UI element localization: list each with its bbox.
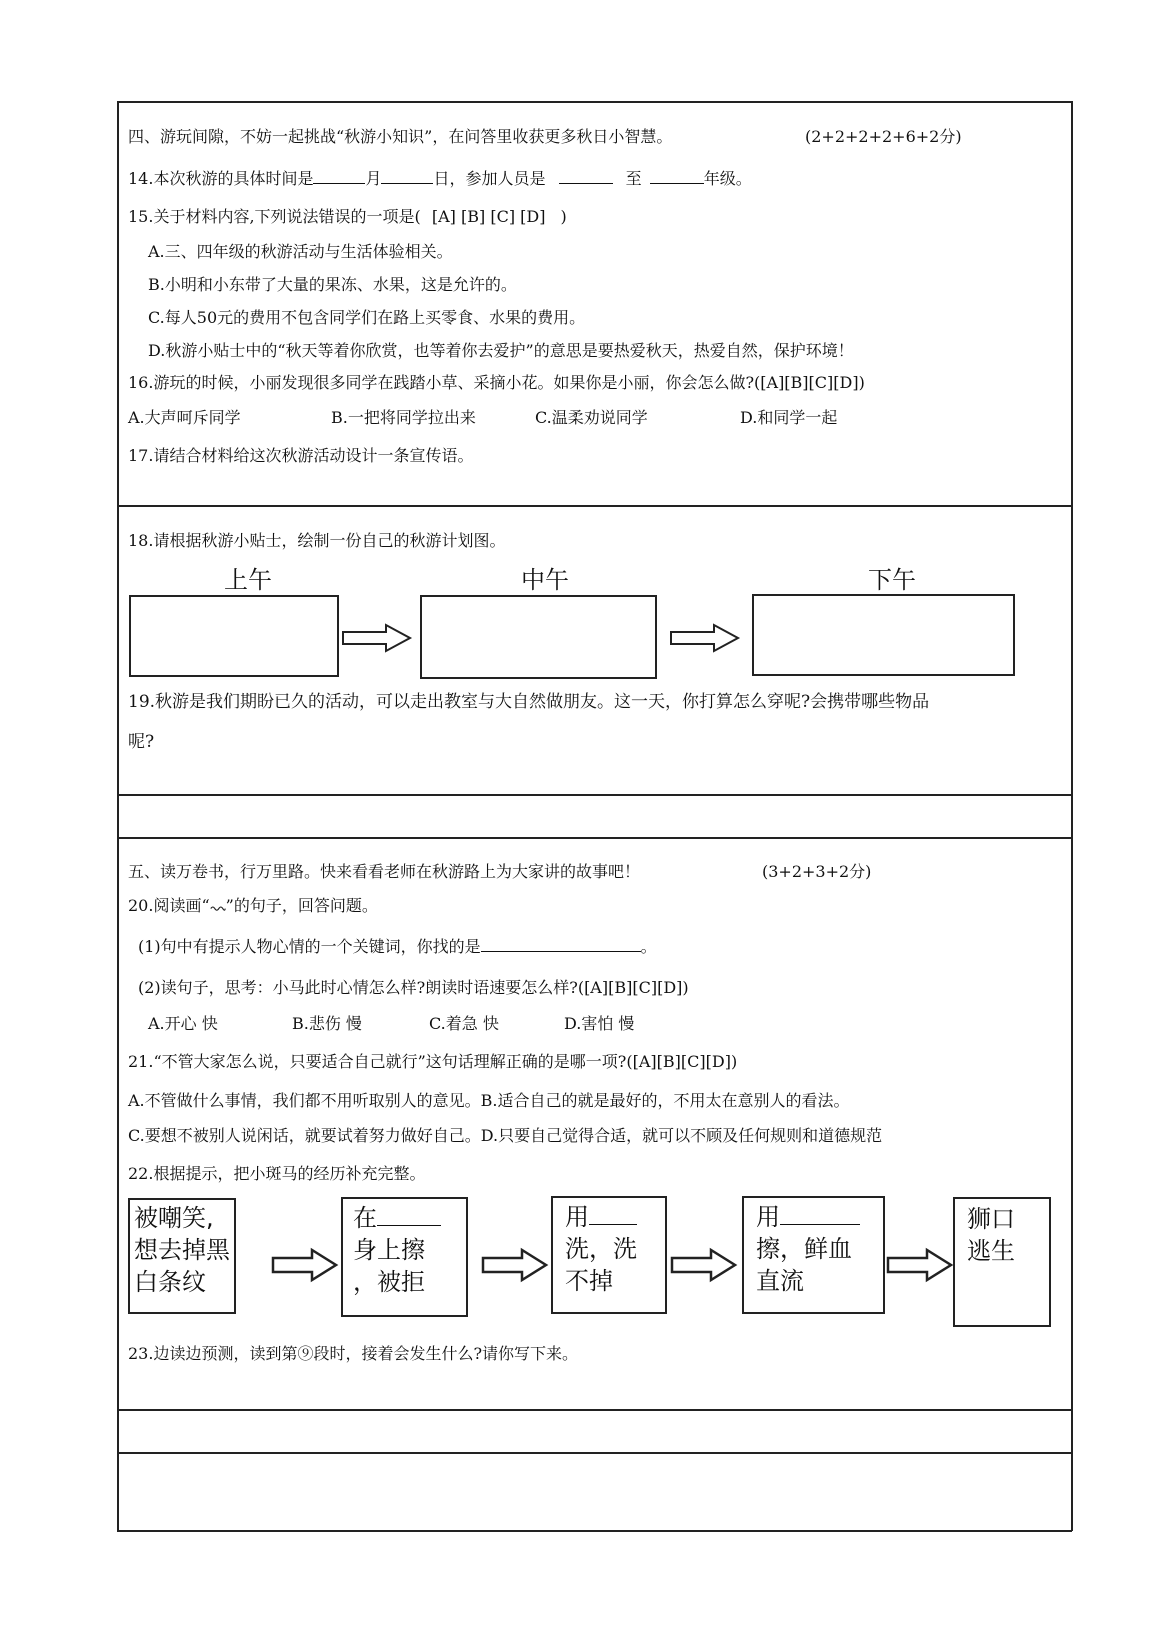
story-box-3-line1-wrap bbox=[553, 1200, 665, 1233]
story-box-5-line2: 逃生 bbox=[967, 1237, 1015, 1265]
q15-option-c: C.每人50元的费用不包含同学们在路上买零食、水果的费用。 bbox=[148, 308, 586, 327]
story-box-2-line3: ，被拒 bbox=[353, 1268, 425, 1296]
q14-month-blank[interactable] bbox=[313, 167, 365, 184]
q15-option-d: D.秋游小贴士中的“秋天等着你欣赏，也等着你去爱护”的意思是要热爱秋天，热爱自然，保护环境！ bbox=[148, 341, 854, 360]
plan-box-noon[interactable] bbox=[420, 595, 657, 679]
section5-heading-text: 五、读万卷书，行万里路。快来看看老师在秋游路上为大家讲的故事吧！ bbox=[128, 862, 641, 881]
q20-stem bbox=[128, 896, 378, 916]
wavy-underline-icon bbox=[210, 901, 226, 913]
q14-text-month: 月 bbox=[365, 169, 382, 188]
story-arrow-1-icon bbox=[272, 1249, 338, 1281]
q14-text-to: 至 bbox=[625, 169, 642, 188]
section4-score-text: (2+2+2+2+6+2分) bbox=[805, 127, 962, 146]
table-divider-1 bbox=[117, 505, 1072, 507]
story-box-4-line2: 擦，鲜血 bbox=[756, 1235, 852, 1263]
q16-option-b: B.一把将同学拉出来 bbox=[331, 408, 476, 427]
table-border-top bbox=[117, 101, 1072, 103]
story-box-3-line2: 洗，洗 bbox=[565, 1235, 637, 1263]
q19-line2: 呢? bbox=[128, 732, 155, 752]
story-arrow-2-icon bbox=[482, 1249, 548, 1281]
q17-stem: 17.请结合材料给这次秋游活动设计一条宣传语。 bbox=[128, 446, 474, 465]
section4-heading bbox=[128, 127, 672, 147]
q21-stem: 21.“不管大家怎么说，只要适合自己就行”这句话理解正确的是哪一项?([A][B][C][D]) bbox=[128, 1052, 738, 1071]
table-divider-2 bbox=[117, 794, 1072, 796]
q20-option-a: A.开心 快 bbox=[148, 1014, 218, 1033]
story-box-4-line1-wrap bbox=[744, 1200, 883, 1233]
story-arrow-4-icon bbox=[887, 1249, 953, 1281]
q20-option-b: B.悲伤 慢 bbox=[292, 1014, 362, 1033]
q20-part1 bbox=[138, 935, 657, 957]
q14-text-grade: 年级。 bbox=[703, 169, 752, 188]
q16-stem: 16.游玩的时候，小丽发现很多同学在践踏小草、采摘小花。如果你是小丽，你会怎么做?([A][B][C][D]) bbox=[128, 373, 865, 392]
q14-text-day: 日，参加人员是 bbox=[433, 169, 546, 188]
q14 bbox=[128, 167, 752, 189]
story-box-4-line1: 用 bbox=[756, 1203, 780, 1231]
plan-label-morning: 上午 bbox=[224, 566, 272, 594]
plan-arrow-1-icon bbox=[342, 624, 412, 652]
q18-stem: 18.请根据秋游小贴士，绘制一份自己的秋游计划图。 bbox=[128, 531, 506, 550]
story-box-4 bbox=[742, 1196, 885, 1314]
story-box-1-line1: 被嘲笑, bbox=[134, 1204, 214, 1232]
story-box-4-line3: 直流 bbox=[756, 1267, 804, 1295]
story-box-3-blank[interactable] bbox=[589, 1200, 637, 1225]
section5-score-text: (3+2+3+2分) bbox=[762, 862, 872, 881]
q20-stem-b: ”的句子，回答问题。 bbox=[225, 896, 378, 915]
q21-options-line2: C.要想不被别人说闲话，就要试着努力做好自己。D.只要自己觉得合适，就可以不顾及任何规则和道德规范 bbox=[128, 1126, 883, 1145]
q20-part1-blank[interactable] bbox=[481, 935, 641, 952]
plan-box-morning[interactable] bbox=[129, 595, 339, 677]
q16-option-a: A.大声呵斥同学 bbox=[128, 408, 241, 427]
story-box-2 bbox=[341, 1197, 468, 1317]
q15-option-b: B.小明和小东带了大量的果冻、水果，这是允许的。 bbox=[148, 275, 517, 294]
table-divider-4 bbox=[117, 1409, 1072, 1411]
story-box-2-line2: 身上擦 bbox=[353, 1236, 425, 1264]
q16-option-d: D.和同学一起 bbox=[740, 408, 838, 427]
story-box-1-line3: 白条纹 bbox=[134, 1268, 206, 1296]
q15-stem-text: 15.关于材料内容,下列说法错误的一项是( bbox=[128, 207, 421, 226]
q14-grade-from-blank[interactable] bbox=[559, 167, 613, 184]
q14-grade-to-blank[interactable] bbox=[650, 167, 704, 184]
story-box-1-line2: 想去掉黑 bbox=[134, 1236, 230, 1264]
section5-heading bbox=[128, 862, 640, 882]
q14-day-blank[interactable] bbox=[381, 167, 433, 184]
q15-close: ) bbox=[560, 207, 567, 226]
story-box-3-line3: 不掉 bbox=[565, 1267, 613, 1295]
story-box-5-line1: 狮口 bbox=[967, 1205, 1015, 1233]
plan-label-noon: 中午 bbox=[521, 566, 569, 594]
table-divider-3 bbox=[117, 837, 1072, 839]
q15-option-a: A.三、四年级的秋游活动与生活体验相关。 bbox=[148, 242, 453, 261]
q20-part1-text: (1)句中有提示人物心情的一个关键词，你找的是 bbox=[138, 937, 481, 956]
q20-part1-end: 。 bbox=[640, 937, 657, 956]
story-box-1 bbox=[128, 1198, 236, 1314]
section5-score bbox=[762, 862, 871, 882]
q19-line1: 19.秋游是我们期盼已久的活动，可以走出教室与大自然做朋友。这一天，你打算怎么穿呢?会携带哪些物品 bbox=[128, 692, 930, 712]
story-box-3-line1: 用 bbox=[565, 1203, 589, 1231]
q14-text-a: 14.本次秋游的具体时间是 bbox=[128, 169, 314, 188]
story-box-5 bbox=[953, 1197, 1051, 1327]
table-divider-5 bbox=[117, 1452, 1072, 1454]
story-arrow-3-icon bbox=[671, 1249, 737, 1281]
plan-arrow-2-icon bbox=[670, 624, 740, 652]
q20-option-d: D.害怕 慢 bbox=[564, 1014, 635, 1033]
section4-heading-text: 四、游玩间隙，不妨一起挑战“秋游小知识”，在问答里收获更多秋日小智慧。 bbox=[128, 127, 673, 146]
q22-stem: 22.根据提示，把小斑马的经历补充完整。 bbox=[128, 1164, 426, 1183]
q21-options-line1: A.不管做什么事情，我们都不用听取别人的意见。B.适合自己的就是最好的，不用太在意别人的看法。 bbox=[128, 1091, 850, 1110]
table-border-bottom bbox=[117, 1530, 1072, 1532]
table-border-right bbox=[1071, 101, 1073, 1531]
story-box-4-blank[interactable] bbox=[780, 1200, 860, 1225]
q20-part2: (2)读句子，思考：小马此时心情怎么样?朗读时语速要怎么样?([A][B][C][D]) bbox=[138, 978, 689, 997]
q15-answer-marks[interactable]: [A] [B] [C] [D] bbox=[431, 207, 546, 226]
section4-score bbox=[805, 127, 962, 147]
q16-option-c: C.温柔劝说同学 bbox=[535, 408, 648, 427]
story-box-2-line1-wrap bbox=[343, 1201, 466, 1234]
q20-stem-a: 20.阅读画“ bbox=[128, 896, 210, 915]
story-box-2-line1: 在 bbox=[353, 1204, 377, 1232]
q20-option-c: C.着急 快 bbox=[429, 1014, 499, 1033]
plan-box-afternoon[interactable] bbox=[752, 594, 1015, 676]
q15-stem bbox=[128, 207, 567, 227]
story-box-2-blank[interactable] bbox=[377, 1201, 441, 1226]
plan-label-afternoon: 下午 bbox=[868, 566, 916, 594]
q23-stem: 23.边读边预测，读到第⑨段时，接着会发生什么?请你写下来。 bbox=[128, 1344, 579, 1363]
table-border-left bbox=[117, 101, 119, 1531]
story-box-3 bbox=[551, 1196, 667, 1314]
